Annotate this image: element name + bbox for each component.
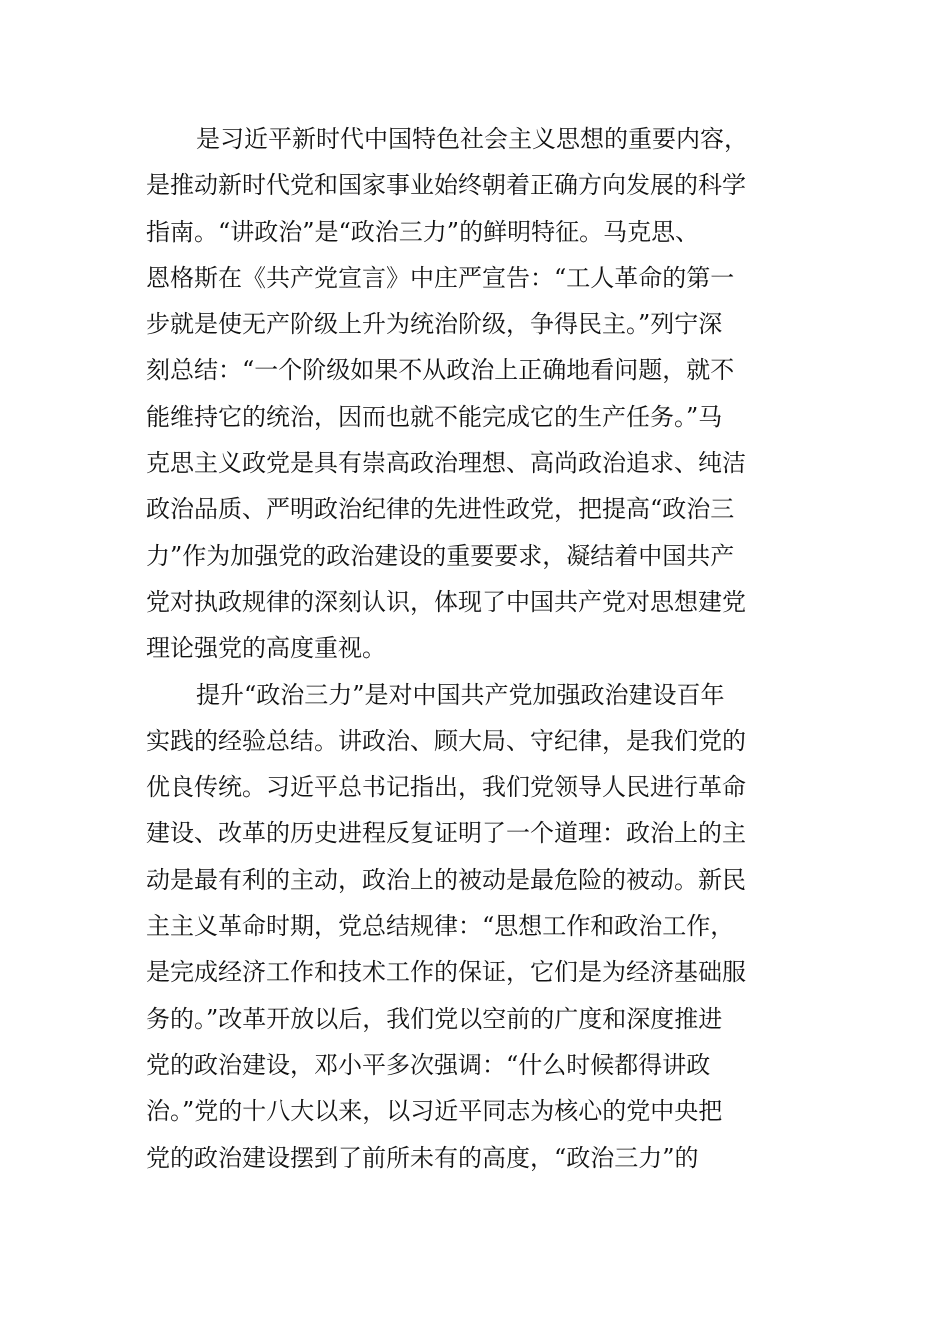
- paragraph-1-line-5: 步就是使无产阶级上升为统治阶级，争得民主。”列宁深: [146, 310, 723, 339]
- paragraph-1-line-1: 是习近平新时代中国特色社会主义思想的重要内容，: [196, 125, 748, 153]
- paragraph-1-line-11: 党对执政规律的深刻认识，体现了中国共产党对思想建党: [146, 587, 746, 616]
- paragraph-1-line-8: 克思主义政党是具有崇高政治理想、高尚政治追求、纯洁: [146, 449, 746, 478]
- paragraph-2-line-2: 实践的经验总结。讲政治、顾大局、守纪律，是我们党的: [146, 726, 746, 755]
- paragraph-2-line-11: 党的政治建设摆到了前所未有的高度，“政治三力”的: [146, 1143, 699, 1172]
- paragraph-1-line-4: 恩格斯在《共产党宣言》中庄严宣告：“工人革命的第一: [146, 263, 735, 292]
- paragraph-2-line-5: 动是最有利的主动，政治上的被动是最危险的被动。新民: [146, 865, 746, 894]
- body-text: [146, 116, 806, 1181]
- paragraph-2-line-8: 务的。”改革开放以后，我们党以空前的广度和深度推进: [146, 1004, 723, 1033]
- paragraph-2-line-9: 党的政治建设，邓小平多次强调：“什么时候都得讲政: [146, 1050, 711, 1079]
- paragraph-2-line-7: 是完成经济工作和技术工作的保证，它们是为经济基础服: [146, 958, 746, 987]
- paragraph-1-line-6: 刻总结：“一个阶级如果不从政治上正确地看问题，就不: [146, 356, 735, 385]
- paragraph-1-line-10: 力”作为加强党的政治建设的重要要求，凝结着中国共产: [146, 541, 735, 570]
- paragraph-2-line-10: 治。”党的十八大以来，以习近平同志为核心的党中央把: [146, 1097, 723, 1126]
- paragraph-1-line-3: 指南。“讲政治”是“政治三力”的鲜明特征。马克思、: [146, 217, 700, 246]
- paragraph-2-line-4: 建设、改革的历史进程反复证明了一个道理：政治上的主: [146, 819, 746, 848]
- paragraph-1-line-7: 能维持它的统治，因而也就不能完成它的生产任务。”马: [146, 402, 723, 431]
- paragraph-2-line-1: 提升“政治三力”是对中国共产党加强政治建设百年: [196, 680, 725, 709]
- paragraph-2-line-6: 主主义革命时期，党总结规律：“思想工作和政治工作，: [146, 912, 735, 941]
- paragraph-1-line-9: 政治品质、严明政治纪律的先进性政党，把提高“政治三: [146, 495, 735, 524]
- paragraph-1-line-2: 是推动新时代党和国家事业始终朝着正确方向发展的科学: [146, 171, 746, 200]
- paragraph-2-line-3: 优良传统。习近平总书记指出，我们党领导人民进行革命: [146, 773, 746, 802]
- paragraph-1-line-12: 理论强党的高度重视。: [146, 634, 386, 663]
